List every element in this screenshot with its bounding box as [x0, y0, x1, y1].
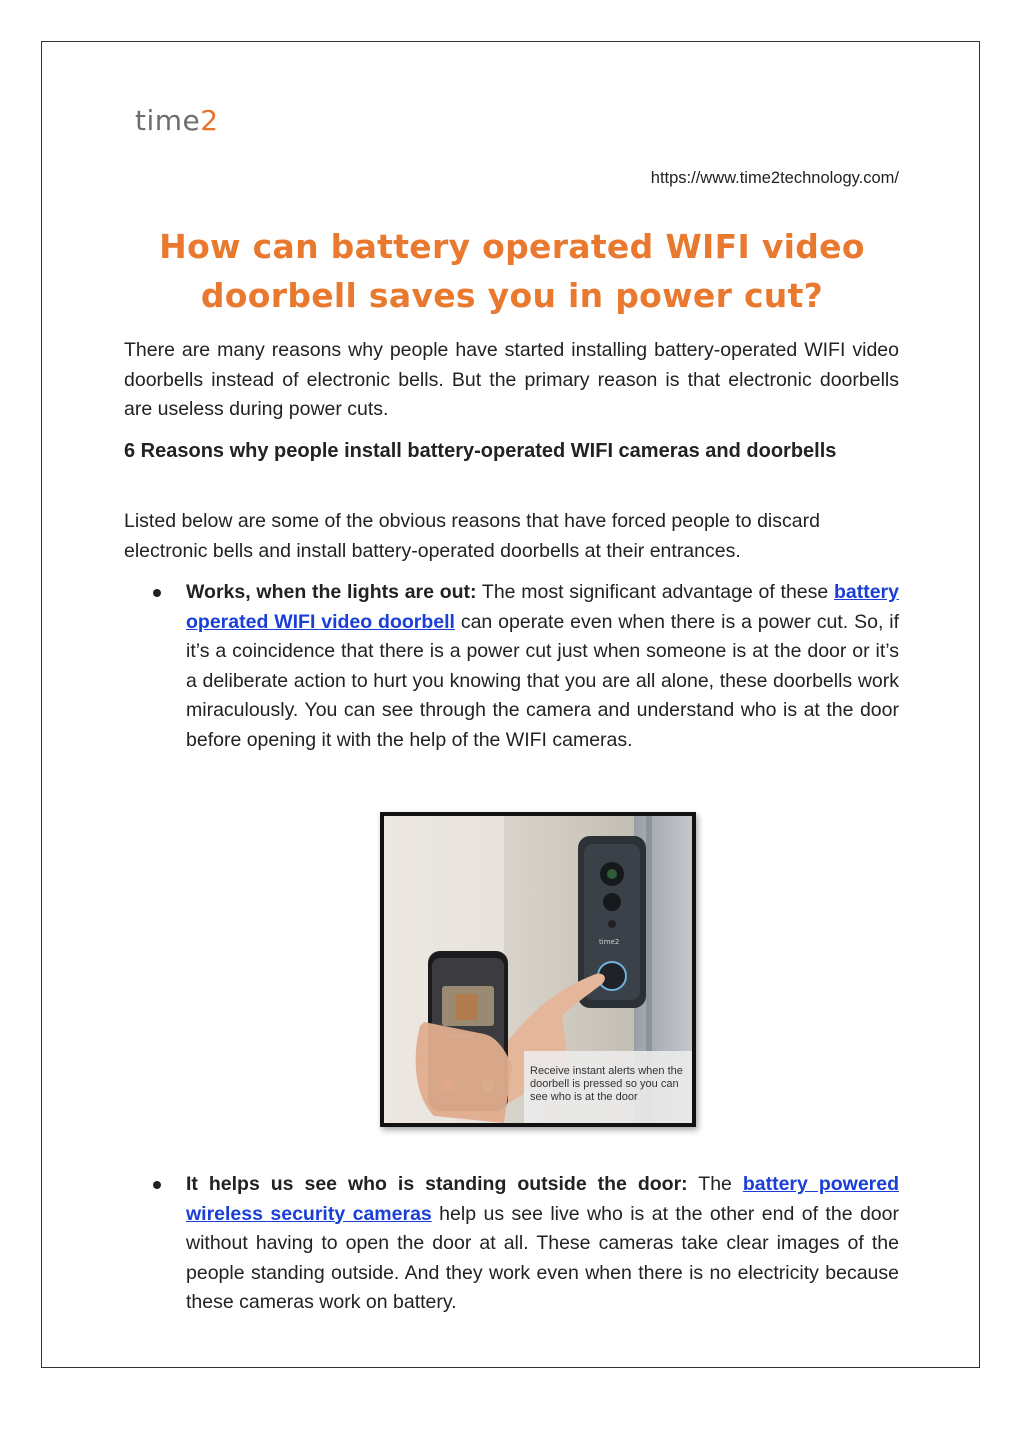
bullet-text: The: [687, 1173, 743, 1195]
bullet-icon: [153, 1181, 161, 1189]
doorbell-brand-label: time2: [599, 938, 620, 946]
intro-paragraph: There are many reasons why people have started installing battery-operated WIFI video doorbells instead of electronic bells. But the primary reason is that electronic doorbells are useless during power cuts.: [124, 339, 899, 420]
bullet-title: Works, when the lights are out:: [186, 581, 477, 603]
bullet-text: The most significant advantage of these: [476, 581, 834, 603]
list-item: [186, 578, 899, 755]
section-heading: 6 Reasons why people install battery-operated WIFI cameras and doorbells: [124, 440, 837, 462]
list-item: [186, 1170, 899, 1318]
site-url: https://www.time2technology.com/: [650, 169, 899, 187]
lead-paragraph: Listed below are some of the obvious reasons that have forced people to discard electronic bells and install battery-operated doorbells at their entrances.: [124, 510, 820, 562]
logo-number: 2: [200, 104, 219, 137]
bullet-title: It helps us see who is standing outside the door:: [186, 1173, 688, 1195]
article-title: How can battery operated WIFI video doorbell saves you in power cut?: [159, 227, 865, 315]
bullet-text: help us see live who is at the other end of the door without having to open the door at all. These cameras take clear images of the people standing outside. And they work even when there is no electricity because these cameras work on battery.: [186, 1202, 899, 1313]
brand-logo[interactable]: [135, 104, 219, 137]
bullet-icon: [153, 589, 161, 597]
logo-word: time: [135, 104, 201, 137]
doorbell-photo: [380, 812, 696, 1127]
image-caption: Receive instant alerts when the doorbell is pressed so you can see who is at the door: [530, 1065, 683, 1103]
camera-link[interactable]: battery powered wireless security cameras: [186, 1173, 900, 1225]
doorbell-link[interactable]: battery operated WIFI video doorbell: [186, 581, 899, 633]
bullet-text: can operate even when there is a power cut. So, if it’s a coincidence that there is a power cut just when someone is at the door or it’s a deliberate action to hurt you knowing that you are all alone, these doorbells work miraculously. You can see through the camera and understand who is at the door before opening it with the help of the WIFI cameras.: [186, 610, 899, 751]
